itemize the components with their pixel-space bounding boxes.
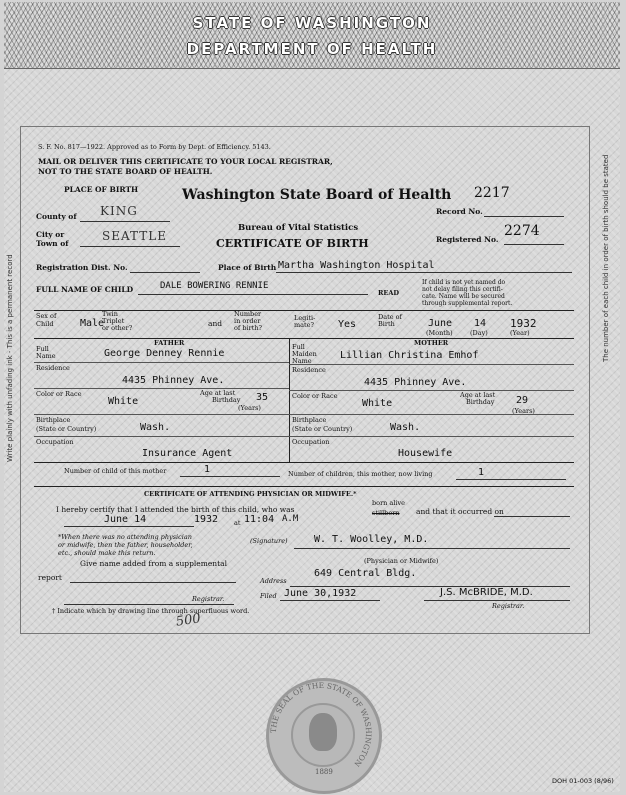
occurred-text: and that it occurred on [416, 507, 504, 516]
father-name-label-2: Name [36, 352, 56, 360]
dob-label-1: Date of [378, 313, 402, 321]
registrar-label-right: Registrar. [492, 602, 525, 610]
read-note-3: cate. Name will be secured [422, 293, 505, 300]
state-seal [266, 678, 382, 794]
mother-years-label: (Years) [512, 407, 535, 415]
day-label: (Day) [470, 329, 488, 337]
given-name-text: Give name added from a supplemental [80, 559, 227, 568]
attest-time: 11:04 [244, 514, 275, 525]
mother-name-label-3: Name [292, 357, 312, 365]
form-approval-text: S. F. No. 817—1922. Approved as to Form by Dept. of Efficiency. 5143. [38, 143, 271, 151]
legit-value: Yes [338, 319, 357, 330]
mother-heading: MOTHER [414, 339, 449, 347]
dob-label-2: Birth [378, 320, 395, 328]
mother-birthplace-label: Birthplace [292, 416, 327, 424]
mother-residence-label: Residence [292, 366, 326, 374]
father-residence-label: Residence [36, 364, 70, 372]
registrar-signature: J.S. McBRIDE, M.D. [440, 587, 533, 598]
read-note-4: through supplemental report. [422, 300, 513, 307]
dagger-note: † Indicate which by drawing line through superfluous word. [52, 607, 250, 615]
seal-year: 1889 [315, 768, 333, 776]
registrar-label-left: Registrar. [192, 595, 225, 603]
father-age-label-2: Birthday [212, 396, 241, 404]
year-label: (Year) [510, 329, 530, 337]
seal-text: THE SEAL OF THE STATE OF WASHINGTON [268, 680, 374, 769]
father-occupation-label: Occupation [36, 438, 74, 446]
and-label: and [208, 319, 223, 328]
father-age: 35 [256, 392, 269, 403]
attest-heading: CERTIFICATE OF ATTENDING PHYSICIAN OR MIDWIFE.* [144, 490, 357, 498]
county-value: KING [100, 204, 138, 218]
read-note-1: If child is not yet named do [422, 279, 506, 286]
attest-year: 1932 [194, 514, 219, 525]
father-birthplace: Wash. [140, 422, 171, 433]
record-label: Record No. [436, 207, 483, 216]
dob-year: 1932 [510, 317, 537, 330]
child-number: 1 [204, 464, 211, 475]
city-label-1: City or [36, 230, 65, 239]
bureau-title: Bureau of Vital Statistics [238, 223, 359, 233]
mother-color: White [362, 398, 393, 409]
father-state-label: (State or Country) [36, 425, 97, 433]
father-birthplace-label: Birthplace [36, 416, 71, 424]
father-years-label: (Years) [238, 404, 261, 412]
physician-label: (Physician or Midwife) [364, 557, 439, 565]
twin-label-2: Triplet [102, 317, 125, 325]
city-value: SEATTLE [102, 229, 167, 243]
mother-age-label-1: Age at last [460, 391, 496, 399]
left-margin-text: Write plainly with unfading ink - This is a permanent record [6, 254, 14, 462]
right-margin-text: The number of each child in order of birth should be stated [602, 154, 610, 362]
record-number: 2217 [474, 185, 510, 201]
signature-value: W. T. Woolley, M.D. [314, 534, 429, 545]
sex-label-2: Child [36, 320, 54, 328]
number-label-2: in order [234, 317, 261, 325]
registered-label: Registered No. [436, 235, 499, 244]
mother-residence: 4435 Phinney Ave. [364, 377, 467, 388]
month-label: (Month) [426, 329, 453, 337]
living-label: Number of children, this mother, now living [288, 470, 433, 478]
father-color-label: Color or Race [36, 390, 82, 398]
mail-instruction-2: NOT TO THE STATE BOARD OF HEALTH. [38, 167, 213, 176]
address-value: 649 Central Bldg. [314, 568, 417, 579]
attest-note-1: *When there was no attending physician [58, 533, 192, 541]
number-label-1: Number [234, 310, 262, 318]
report-label: report [38, 573, 62, 582]
twin-label-1: Twin [102, 310, 118, 318]
child-name-label: FULL NAME OF CHILD [36, 285, 134, 294]
mother-state-label: (State or Country) [292, 425, 353, 433]
father-name: George Denney Rennie [104, 348, 225, 359]
handwritten-number: 500 [174, 611, 202, 630]
read-note-2: not delay filing this certifi- [422, 286, 503, 293]
dob-day: 14 [474, 318, 487, 329]
mother-occupation-label: Occupation [292, 438, 330, 446]
father-name-label-1: Full [36, 345, 49, 353]
born-alive: born alive [372, 499, 405, 507]
attest-note-2: or midwife, then the father, householder, [58, 541, 193, 549]
dob-month: June [428, 318, 453, 329]
filed-label: Filed [260, 592, 277, 600]
city-label-2: Town of [36, 239, 69, 248]
address-label: Address [260, 577, 287, 585]
father-color: White [108, 396, 139, 407]
legit-label-2: mate? [294, 321, 314, 329]
certificate-title: CERTIFICATE OF BIRTH [216, 237, 369, 250]
legit-label-1: Legiti- [294, 314, 316, 322]
mother-occupation: Housewife [398, 448, 453, 459]
attest-am: A.M [282, 514, 299, 524]
twin-label-3: or other? [102, 324, 133, 332]
mother-birthplace: Wash. [390, 422, 421, 433]
header-state: STATE OF WASHINGTON [192, 14, 432, 32]
certificate-paper [4, 2, 620, 792]
form-border [20, 126, 590, 634]
signature-label: (Signature) [250, 537, 288, 545]
sex-label-1: Sex of [36, 312, 57, 320]
form-number: DOH 01-003 (8/96) [552, 777, 614, 785]
number-label-3: of birth? [234, 324, 263, 332]
attest-note-3: etc., should make this return. [58, 549, 156, 557]
filed-date: June 30,1932 [284, 588, 357, 599]
place-of-birth-label: PLACE OF BIRTH [64, 185, 139, 194]
mail-instruction-1: MAIL OR DELIVER THIS CERTIFICATE TO YOUR LOCAL REGISTRAR, [38, 157, 333, 166]
father-residence: 4435 Phinney Ave. [122, 375, 225, 386]
place-label: Place of Birth [218, 263, 277, 272]
county-label: County of [36, 212, 77, 221]
father-occupation: Insurance Agent [142, 448, 233, 459]
mother-age-label-2: Birthday [466, 398, 495, 406]
read-label: READ [378, 289, 400, 297]
sex-value: Male [80, 318, 105, 329]
board-title: Washington State Board of Health [182, 187, 452, 203]
mother-age: 29 [516, 395, 529, 406]
child-name-value: DALE BOWERING RENNIE [160, 281, 269, 291]
father-heading: FATHER [154, 339, 185, 347]
header-department: DEPARTMENT OF HEALTH [186, 40, 438, 58]
mother-color-label: Color or Race [292, 392, 338, 400]
place-value: Martha Washington Hospital [278, 260, 435, 271]
child-number-label: Number of child of this mother [64, 467, 167, 475]
attest-certify: I hereby certify that I attended the birth of this child, who was [56, 505, 295, 514]
mother-name-label-2: Maiden [292, 350, 317, 358]
living-number: 1 [478, 467, 485, 478]
attest-date: June 14 [104, 514, 147, 525]
stillborn: stillborn [372, 509, 400, 517]
mother-name-label-1: Full [292, 343, 305, 351]
mother-name: Lillian Christina Emhof [340, 350, 479, 361]
registered-number: 2274 [504, 223, 540, 239]
registration-district-label: Registration Dist. No. [36, 263, 128, 272]
father-age-label-1: Age at last [200, 389, 236, 397]
at-label: at [234, 519, 241, 527]
header-band [4, 2, 620, 69]
